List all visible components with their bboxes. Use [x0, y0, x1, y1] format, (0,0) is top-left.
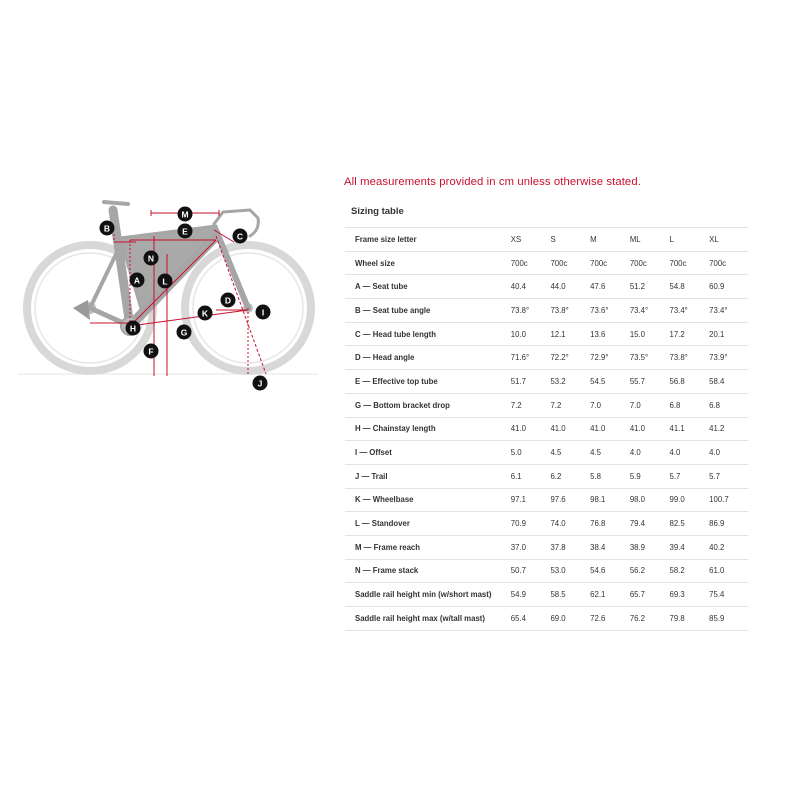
marker-h — [126, 321, 141, 336]
cell-value: 69.0 — [550, 607, 590, 631]
cell-value: 55.7 — [630, 370, 670, 394]
cell-value: 79.4 — [630, 512, 670, 536]
cell-value: 53.0 — [550, 559, 590, 583]
cell-value: 6.1 — [511, 464, 551, 488]
cell-value: 13.6 — [590, 322, 630, 346]
header-label: Frame size letter — [345, 228, 511, 252]
table-row — [345, 464, 748, 488]
header-size: ML — [630, 228, 670, 252]
cell-value: 76.2 — [630, 607, 670, 631]
cell-value: 41.1 — [669, 417, 709, 441]
cell-value: 79.8 — [669, 607, 709, 631]
sizing-table — [345, 227, 748, 631]
table-row — [345, 488, 748, 512]
row-label: Saddle rail height min (w/short mast) — [345, 583, 511, 607]
cell-value: 97.1 — [511, 488, 551, 512]
cell-value: 73.4° — [630, 299, 670, 323]
svg-text:G: G — [180, 327, 188, 338]
row-label: D — Head angle — [345, 346, 511, 370]
table-row — [345, 607, 748, 631]
table-row — [345, 322, 748, 346]
cell-value: 69.3 — [669, 583, 709, 607]
svg-text:N: N — [147, 253, 155, 264]
bike-frame — [73, 202, 258, 335]
svg-text:C: C — [236, 231, 244, 242]
cell-value: 65.4 — [511, 607, 551, 631]
cell-value: 100.7 — [709, 488, 748, 512]
header-size: XS — [511, 228, 551, 252]
svg-text:L: L — [162, 276, 168, 287]
cell-value: 86.9 — [709, 512, 748, 536]
cell-value: 700c — [590, 251, 630, 275]
cell-value: 700c — [669, 251, 709, 275]
row-label: J — Trail — [345, 464, 511, 488]
cell-value: 75.4 — [709, 583, 748, 607]
cell-value: 4.5 — [550, 441, 590, 465]
svg-text:K: K — [201, 308, 209, 319]
cell-value: 700c — [630, 251, 670, 275]
cell-value: 6.2 — [550, 464, 590, 488]
cell-value: 73.4° — [709, 299, 748, 323]
cell-value: 4.0 — [709, 441, 748, 465]
cell-value: 98.1 — [590, 488, 630, 512]
cell-value: 73.4° — [669, 299, 709, 323]
cell-value: 74.0 — [550, 512, 590, 536]
cell-value: 73.8° — [511, 299, 551, 323]
svg-text:F: F — [148, 346, 154, 357]
header-size: XL — [709, 228, 748, 252]
cell-value: 76.8 — [590, 512, 630, 536]
cell-value: 62.1 — [590, 583, 630, 607]
row-label: H — Chainstay length — [345, 417, 511, 441]
row-label: E — Effective top tube — [345, 370, 511, 394]
cell-value: 7.2 — [511, 393, 551, 417]
cell-value: 47.6 — [590, 275, 630, 299]
cell-value: 12.1 — [550, 322, 590, 346]
table-row — [345, 251, 748, 275]
cell-value: 700c — [550, 251, 590, 275]
table-row — [345, 346, 748, 370]
cell-value: 71.6° — [511, 346, 551, 370]
cell-value: 70.9 — [511, 512, 551, 536]
cell-value: 53.2 — [550, 370, 590, 394]
cell-value: 51.7 — [511, 370, 551, 394]
svg-text:B: B — [103, 223, 111, 234]
row-label: C — Head tube length — [345, 322, 511, 346]
svg-text:A: A — [133, 275, 141, 286]
cell-value: 40.2 — [709, 535, 748, 559]
row-label: I — Offset — [345, 441, 511, 465]
cell-value: 20.1 — [709, 322, 748, 346]
header-size: S — [550, 228, 590, 252]
cell-value: 51.2 — [630, 275, 670, 299]
cell-value: 38.9 — [630, 535, 670, 559]
cell-value: 4.0 — [630, 441, 670, 465]
svg-text:J: J — [257, 378, 263, 389]
marker-j — [253, 376, 268, 391]
svg-text:D: D — [224, 295, 232, 306]
marker-m — [178, 207, 193, 222]
row-label: N — Frame stack — [345, 559, 511, 583]
cell-value: 65.7 — [630, 583, 670, 607]
svg-text:I: I — [261, 307, 265, 318]
cell-value: 7.0 — [590, 393, 630, 417]
table-row — [345, 583, 748, 607]
marker-i — [256, 305, 271, 320]
cell-value: 6.8 — [709, 393, 748, 417]
marker-f — [144, 344, 159, 359]
header-size: M — [590, 228, 630, 252]
measurement-notice: All measurements provided in cm unless otherwise stated. — [344, 176, 641, 188]
cell-value: 56.8 — [669, 370, 709, 394]
marker-e — [178, 224, 193, 239]
row-label: G — Bottom bracket drop — [345, 393, 511, 417]
cell-value: 5.7 — [669, 464, 709, 488]
cell-value: 73.8° — [669, 346, 709, 370]
cell-value: 73.6° — [590, 299, 630, 323]
cell-value: 15.0 — [630, 322, 670, 346]
table-row — [345, 535, 748, 559]
cell-value: 72.2° — [550, 346, 590, 370]
cell-value: 40.4 — [511, 275, 551, 299]
svg-text:E: E — [182, 226, 188, 237]
table-header-row — [345, 228, 748, 252]
cell-value: 700c — [511, 251, 551, 275]
bike-geometry-diagram — [18, 190, 318, 400]
cell-value: 17.2 — [669, 322, 709, 346]
row-label: B — Seat tube angle — [345, 299, 511, 323]
row-label: M — Frame reach — [345, 535, 511, 559]
cell-value: 60.9 — [709, 275, 748, 299]
cell-value: 54.5 — [590, 370, 630, 394]
cell-value: 5.9 — [630, 464, 670, 488]
cell-value: 54.8 — [669, 275, 709, 299]
marker-l — [158, 274, 173, 289]
cell-value: 4.0 — [669, 441, 709, 465]
table-row — [345, 299, 748, 323]
row-label: Wheel size — [345, 251, 511, 275]
table-row — [345, 417, 748, 441]
cell-value: 73.9° — [709, 346, 748, 370]
row-label: K — Wheelbase — [345, 488, 511, 512]
table-title: Sizing table — [351, 206, 404, 217]
marker-k — [198, 306, 213, 321]
cell-value: 37.0 — [511, 535, 551, 559]
svg-text:M: M — [181, 209, 189, 220]
marker-n — [144, 251, 159, 266]
cell-value: 50.7 — [511, 559, 551, 583]
cell-value: 5.8 — [590, 464, 630, 488]
row-label: A — Seat tube — [345, 275, 511, 299]
table-row — [345, 275, 748, 299]
cell-value: 4.5 — [590, 441, 630, 465]
cell-value: 44.0 — [550, 275, 590, 299]
cell-value: 56.2 — [630, 559, 670, 583]
cell-value: 41.0 — [550, 417, 590, 441]
cell-value: 5.0 — [511, 441, 551, 465]
cell-value: 38.4 — [590, 535, 630, 559]
table-row — [345, 441, 748, 465]
cell-value: 54.6 — [590, 559, 630, 583]
cell-value: 73.5° — [630, 346, 670, 370]
table-row — [345, 559, 748, 583]
cell-value: 41.0 — [590, 417, 630, 441]
cell-value: 98.0 — [630, 488, 670, 512]
cell-value: 72.9° — [590, 346, 630, 370]
cell-value: 41.0 — [630, 417, 670, 441]
header-size: L — [669, 228, 709, 252]
row-label: Saddle rail height max (w/tall mast) — [345, 607, 511, 631]
cell-value: 97.6 — [550, 488, 590, 512]
row-label: L — Standover — [345, 512, 511, 536]
marker-g — [177, 325, 192, 340]
cell-value: 39.4 — [669, 535, 709, 559]
cell-value: 73.8° — [550, 299, 590, 323]
cell-value: 61.0 — [709, 559, 748, 583]
marker-b — [100, 221, 115, 236]
cell-value: 7.2 — [550, 393, 590, 417]
cell-value: 54.9 — [511, 583, 551, 607]
cell-value: 5.7 — [709, 464, 748, 488]
marker-c — [233, 229, 248, 244]
cell-value: 37.8 — [550, 535, 590, 559]
cell-value: 58.5 — [550, 583, 590, 607]
cell-value: 41.0 — [511, 417, 551, 441]
cell-value: 72.6 — [590, 607, 630, 631]
cell-value: 82.5 — [669, 512, 709, 536]
cell-value: 58.4 — [709, 370, 748, 394]
cell-value: 700c — [709, 251, 748, 275]
svg-text:H: H — [129, 323, 137, 334]
table-row — [345, 512, 748, 536]
cell-value: 99.0 — [669, 488, 709, 512]
marker-d — [221, 293, 236, 308]
cell-value: 58.2 — [669, 559, 709, 583]
cell-value: 6.8 — [669, 393, 709, 417]
cell-value: 10.0 — [511, 322, 551, 346]
cell-value: 7.0 — [630, 393, 670, 417]
table-row — [345, 370, 748, 394]
table-row — [345, 393, 748, 417]
marker-a — [130, 273, 145, 288]
cell-value: 85.9 — [709, 607, 748, 631]
cell-value: 41.2 — [709, 417, 748, 441]
